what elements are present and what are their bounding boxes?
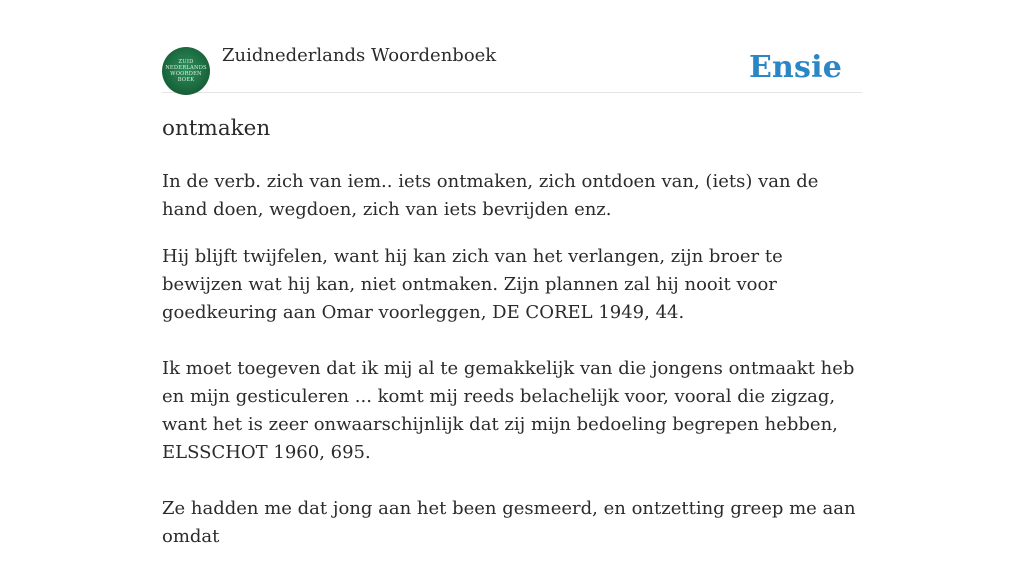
entry-title: ontmaken — [162, 116, 271, 141]
entry-quotes — [162, 243, 862, 579]
logo-text-line-4: BOEK — [177, 77, 195, 83]
entry-definition: In de verb. zich van iem.. iets ontmaken, zich ontdoen van, (iets) van de hand doen, wegdoen, zich van iets bevrijden enz. — [162, 171, 819, 220]
site-header — [162, 0, 862, 93]
brand-logo[interactable]: Ensie — [748, 50, 842, 85]
page — [162, 0, 862, 547]
site-logo[interactable] — [162, 47, 210, 95]
quote-2: Ik moet toegeven dat ik mij al te gemakkelijk van die jongens ontmaakt heb en mijn gesticuleren ... komt mij reeds belachelijk voor, vooral die zigzag, want het is zeer onwaarschijnlijk dat zij mijn bedoeling begrepen hebben, ELSSCHOT 1960, 695. — [162, 358, 855, 463]
quote-3: Ze hadden me dat jong aan het been gesmeerd, en ontzetting greep me aan omdat — [162, 498, 856, 547]
logo-text-line-2: NEDERLANDS — [165, 65, 207, 71]
logo-text-line-3: WOORDEN — [170, 71, 202, 77]
quote-1: Hij blijft twijfelen, want hij kan zich van het verlangen, zijn broer te bewijzen wat hij kan, niet ontmaken. Zijn plannen zal hij nooit voor goedkeuring aan Omar voorleggen, DE COREL 1949, 44. — [162, 246, 783, 323]
logo-text-line-1: ZUID — [178, 59, 194, 65]
site-title[interactable]: Zuidnederlands Woordenboek — [222, 45, 497, 66]
